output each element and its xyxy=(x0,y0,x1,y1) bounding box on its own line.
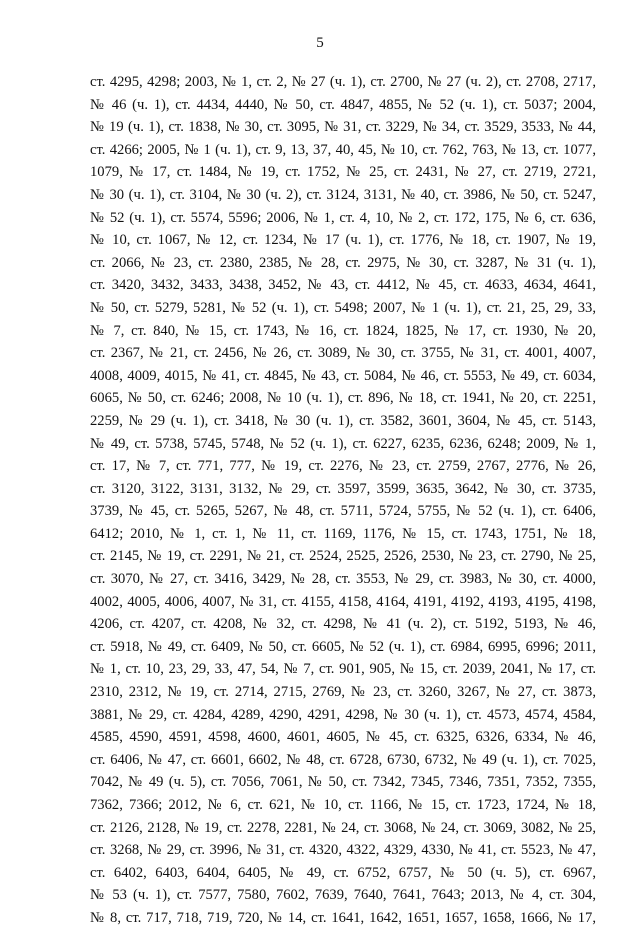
text-line: 3881, № 29, ст. 4284, 4289, 4290, 4291, 4298, № 30 (ч. 1), ст. 4573, 4574, 4584, xyxy=(90,706,596,723)
body-text xyxy=(90,71,596,930)
text-line: 1079, № 17, ст. 1484, № 19, ст. 1752, № 25, ст. 2431, № 27, ст. 2719, 2721, xyxy=(90,164,596,181)
text-line: ст. 2367, № 21, ст. 2456, № 26, ст. 3089, № 30, ст. 3755, № 31, ст. 4001, 4007, xyxy=(90,345,596,362)
text-line: 4206, ст. 4207, ст. 4208, № 32, ст. 4298, № 41 (ч. 2), ст. 5192, 5193, № 46, xyxy=(90,616,596,633)
text-line: 7362, 7366; 2012, № 6, ст. 621, № 10, ст. 1166, № 15, ст. 1723, 1724, № 18, xyxy=(90,797,596,813)
text-line: 2259, № 29 (ч. 1), ст. 3418, № 30 (ч. 1), ст. 3582, 3601, 3604, № 45, ст. 5143, xyxy=(90,412,596,429)
text-line: ст. 2066, № 23, ст. 2380, 2385, № 28, ст. 2975, № 30, ст. 3287, № 31 (ч. 1), xyxy=(90,254,596,271)
text-line: № 50, ст. 5279, 5281, № 52 (ч. 1), ст. 5498; 2007, № 1 (ч. 1), ст. 21, 25, 29, 33, xyxy=(90,299,596,316)
text-line: № 52 (ч. 1), ст. 5574, 5596; 2006, № 1, ст. 4, 10, № 2, ст. 172, 175, № 6, ст. 636, xyxy=(90,209,596,226)
text-line: ст. 3268, № 29, ст. 3996, № 31, ст. 4320, 4322, 4329, 4330, № 41, ст. 5523, № 47, xyxy=(90,842,596,859)
text-line: № 1, ст. 10, 23, 29, 33, 47, 54, № 7, ст. 901, 905, № 15, ст. 2039, 2041, № 17, ст. xyxy=(90,661,596,678)
text-line: № 30 (ч. 1), ст. 3104, № 30 (ч. 2), ст. 3124, 3131, № 40, ст. 3986, № 50, ст. 5247, xyxy=(90,186,596,203)
text-line: ст. 2145, № 19, ст. 2291, № 21, ст. 2524, 2525, 2526, 2530, № 23, ст. 2790, № 25, xyxy=(90,548,596,565)
text-line: 4585, 4590, 4591, 4598, 4600, 4601, 4605, № 45, ст. 6325, 6326, 6334, № 46, xyxy=(90,729,596,746)
text-line: № 46 (ч. 1), ст. 4434, 4440, № 50, ст. 4847, 4855, № 52 (ч. 1), ст. 5037; 2004, xyxy=(90,96,596,113)
text-line: № 53 (ч. 1), ст. 7577, 7580, 7602, 7639, 7640, 7641, 7643; 2013, № 4, ст. 304, xyxy=(90,887,596,904)
text-line: 3739, № 45, ст. 5265, 5267, № 48, ст. 5711, 5724, 5755, № 52 (ч. 1), ст. 6406, xyxy=(90,503,596,520)
text-line: № 49, ст. 5738, 5745, 5748, № 52 (ч. 1), ст. 6227, 6235, 6236, 6248; 2009, № 1, xyxy=(90,435,596,452)
text-line: 2310, 2312, № 19, ст. 2714, 2715, 2769, № 23, ст. 3260, 3267, № 27, ст. 3873, xyxy=(90,684,596,701)
text-line: ст. 4295, 4298; 2003, № 1, ст. 2, № 27 (ч. 1), ст. 2700, № 27 (ч. 2), ст. 2708, 2717, xyxy=(90,74,596,90)
text-line: ст. 6406, № 47, ст. 6601, 6602, № 48, ст. 6728, 6730, 6732, № 49 (ч. 1), ст. 7025, xyxy=(90,751,596,768)
text-line: № 8, ст. 717, 718, 719, 720, № 14, ст. 1641, 1642, 1651, 1657, 1658, 1666, № 17, xyxy=(90,909,596,926)
text-line: ст. 3070, № 27, ст. 3416, 3429, № 28, ст. 3553, № 29, ст. 3983, № 30, ст. 4000, xyxy=(90,571,596,588)
text-line: ст. 4266; 2005, № 1 (ч. 1), ст. 9, 13, 37, 40, 45, № 10, ст. 762, 763, № 13, ст. 1077, xyxy=(90,141,596,158)
text-line: 6412; 2010, № 1, ст. 1, № 11, ст. 1169, 1176, № 15, ст. 1743, 1751, № 18, xyxy=(90,525,596,542)
text-line: ст. 2126, 2128, № 19, ст. 2278, 2281, № 24, ст. 3068, № 24, ст. 3069, 3082, № 25, xyxy=(90,819,596,836)
text-line: ст. 17, № 7, ст. 771, 777, № 19, ст. 2276, № 23, ст. 2759, 2767, 2776, № 26, xyxy=(90,458,596,475)
text-line: 7042, № 49 (ч. 5), ст. 7056, 7061, № 50, ст. 7342, 7345, 7346, 7351, 7352, 7355, xyxy=(90,774,596,791)
text-line: ст. 3120, 3122, 3131, 3132, № 29, ст. 3597, 3599, 3635, 3642, № 30, ст. 3735, xyxy=(90,480,596,497)
page-number: 5 xyxy=(316,35,324,51)
text-line: ст. 6402, 6403, 6404, 6405, № 49, ст. 6752, 6757, № 50 (ч. 5), ст. 6967, xyxy=(90,864,596,881)
text-line: 4008, 4009, 4015, № 41, ст. 4845, № 43, ст. 5084, № 46, ст. 5553, № 49, ст. 6034, xyxy=(90,367,596,384)
text-line: 4002, 4005, 4006, 4007, № 31, ст. 4155, 4158, 4164, 4191, 4192, 4193, 4195, 4198, xyxy=(90,593,596,610)
text-line: 6065, № 50, ст. 6246; 2008, № 10 (ч. 1), ст. 896, № 18, ст. 1941, № 20, ст. 2251, xyxy=(90,390,596,407)
text-line: ст. 3420, 3432, 3433, 3438, 3452, № 43, ст. 4412, № 45, ст. 4633, 4634, 4641, xyxy=(90,277,596,294)
text-line: № 7, ст. 840, № 15, ст. 1743, № 16, ст. 1824, 1825, № 17, ст. 1930, № 20, xyxy=(90,322,596,339)
text-line: ст. 5918, № 49, ст. 6409, № 50, ст. 6605, № 52 (ч. 1), ст. 6984, 6995, 6996; 2011, xyxy=(90,638,596,655)
text-line: № 10, ст. 1067, № 12, ст. 1234, № 17 (ч. 1), ст. 1776, № 18, ст. 1907, № 19, xyxy=(90,232,596,249)
text-line: № 19 (ч. 1), ст. 1838, № 30, ст. 3095, № 31, ст. 3229, № 34, ст. 3529, 3533, № 44, xyxy=(90,119,596,136)
